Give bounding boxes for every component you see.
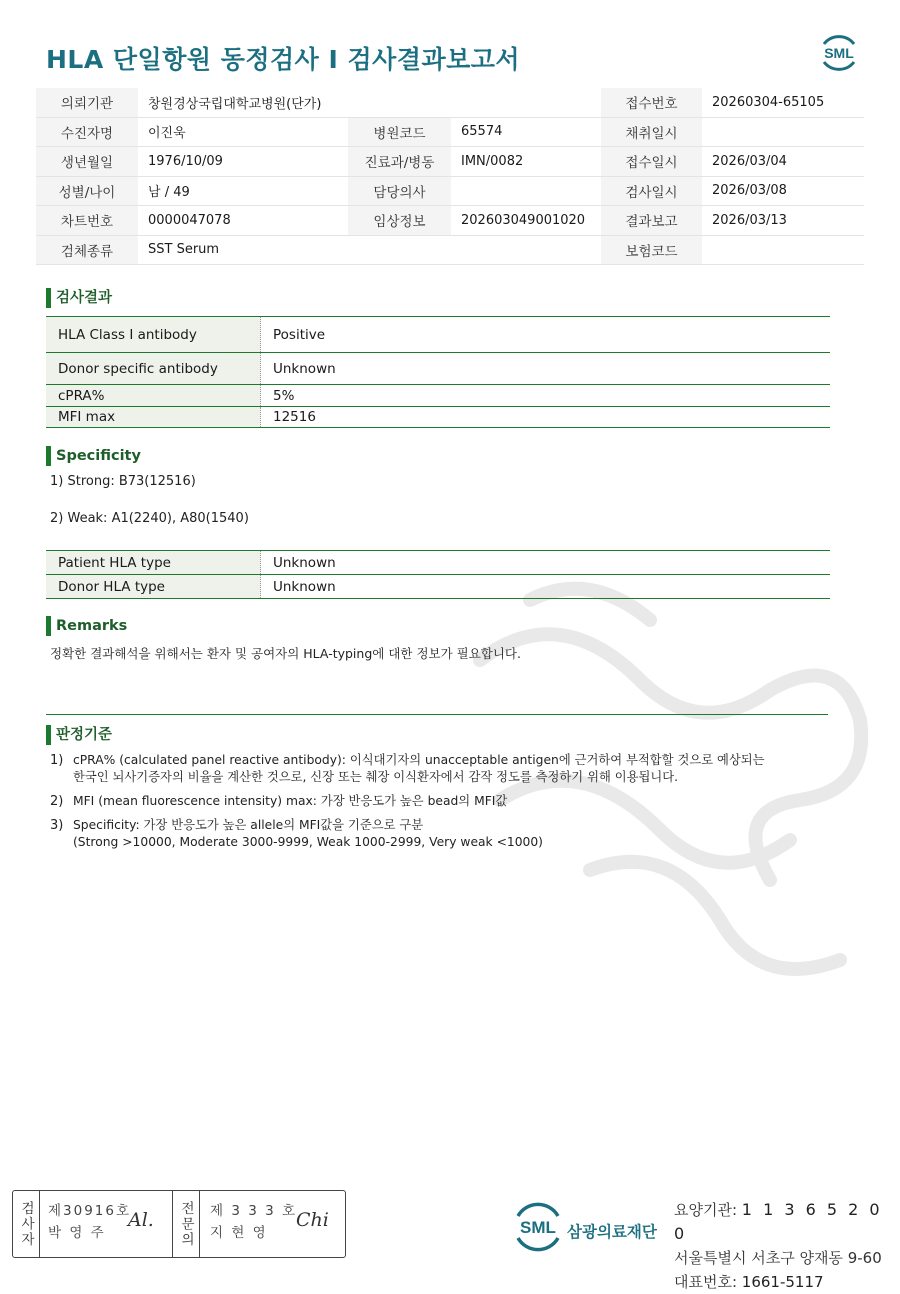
criteria-list bbox=[50, 752, 830, 851]
criteria-number: 2) bbox=[50, 794, 64, 809]
result-key: Donor specific antibody bbox=[46, 353, 261, 384]
info-label: 결과보고 bbox=[601, 206, 702, 235]
specialist-block bbox=[200, 1191, 340, 1257]
criteria-divider bbox=[46, 714, 828, 715]
specialist-signature: Chi bbox=[296, 1209, 329, 1231]
inspector-license: 제30916호 bbox=[48, 1203, 132, 1219]
code-value: 1 1 3 6 5 2 0 0 bbox=[674, 1200, 883, 1243]
remarks-heading-text: Remarks bbox=[56, 618, 128, 634]
info-value: 0000047078 bbox=[148, 212, 231, 228]
table-row bbox=[46, 575, 830, 599]
info-label: 수진자명 bbox=[36, 118, 138, 147]
inspector-label: 검사자 bbox=[18, 1200, 34, 1248]
info-value bbox=[702, 236, 864, 265]
info-label: 병원코드 bbox=[348, 118, 451, 147]
org-address: 서울특별시 서초구 양재동 9-60 bbox=[674, 1249, 882, 1267]
info-value: 1976/10/09 bbox=[148, 153, 223, 169]
inspector-signature: Al. bbox=[128, 1209, 154, 1231]
info-label: 생년월일 bbox=[36, 147, 138, 176]
criteria-line: (Strong >10000, Moderate 3000-9999, Weak 1000-2999, Very weak <1000) bbox=[73, 835, 543, 849]
info-value: IMN/0082 bbox=[461, 153, 524, 169]
info-label: 검체종류 bbox=[36, 236, 138, 265]
result-value: 12516 bbox=[273, 409, 316, 425]
hla-type-value: Unknown bbox=[273, 578, 336, 595]
phone-value: 1661-5117 bbox=[741, 1273, 824, 1291]
info-label: 접수번호 bbox=[601, 88, 702, 117]
patient-row bbox=[36, 147, 864, 177]
patient-row bbox=[36, 118, 864, 148]
specificity-heading bbox=[46, 446, 141, 466]
criteria-heading-text: 판정기준 bbox=[56, 727, 113, 743]
info-label: 차트번호 bbox=[36, 206, 138, 235]
remarks-text: 정확한 결과해석을 위해서는 환자 및 공여자의 HLA-typing에 대한 정보가 필요합니다. bbox=[50, 646, 521, 661]
table-row bbox=[46, 385, 830, 407]
section-marker bbox=[46, 725, 51, 745]
section-marker bbox=[46, 446, 51, 466]
criteria-item bbox=[50, 793, 830, 810]
criteria-heading bbox=[46, 723, 112, 745]
criteria-line: Specificity: 가장 반응도가 높은 allele의 MFI값을 기준으로 구분 bbox=[73, 818, 424, 832]
sml-footer-logo-icon bbox=[510, 1198, 566, 1254]
hla-type-key: Patient HLA type bbox=[46, 551, 261, 574]
table-row bbox=[46, 551, 830, 575]
info-value: 남 / 49 bbox=[148, 185, 190, 201]
section-marker bbox=[46, 288, 51, 308]
patient-row bbox=[36, 236, 864, 266]
hla-type-table bbox=[46, 550, 830, 599]
code-label: 요양기관: bbox=[674, 1201, 738, 1219]
logo-text: SML bbox=[824, 45, 854, 61]
info-value: 이진욱 bbox=[148, 126, 186, 142]
criteria-item bbox=[50, 752, 830, 786]
specialist-label: 전문의 bbox=[178, 1200, 194, 1248]
criteria-number: 3) bbox=[50, 818, 64, 833]
sml-logo-icon bbox=[816, 30, 862, 76]
info-value: 창원경상국립대학교병원(단가) bbox=[148, 96, 322, 112]
specialist-name: 지 현 영 bbox=[210, 1225, 268, 1241]
results-table bbox=[46, 316, 830, 428]
inspector-name: 박 영 주 bbox=[48, 1225, 106, 1241]
info-label: 담당의사 bbox=[348, 177, 451, 206]
info-label: 진료과/병동 bbox=[348, 147, 451, 176]
info-label: 성별/나이 bbox=[36, 177, 138, 206]
criteria-line: cPRA% (calculated panel reactive antibody): 이식대기자의 unacceptable antigen에 근거하여 부적합할 것으로 예상되는 bbox=[73, 753, 765, 767]
patient-info-table bbox=[36, 88, 864, 265]
remarks-heading bbox=[46, 616, 127, 636]
inspector-vertical-label bbox=[13, 1191, 40, 1257]
org-info bbox=[674, 1198, 900, 1294]
table-row bbox=[46, 353, 830, 385]
info-value: 202603049001020 bbox=[461, 212, 586, 228]
criteria-line: MFI (mean fluorescence intensity) max: 가장 반응도가 높은 bead의 MFI값 bbox=[73, 794, 508, 808]
info-value: 65574 bbox=[461, 124, 503, 140]
patient-row bbox=[36, 88, 864, 118]
result-value: Positive bbox=[273, 326, 326, 343]
signature-box bbox=[12, 1190, 346, 1258]
hla-type-value: Unknown bbox=[273, 554, 336, 571]
hla-type-key: Donor HLA type bbox=[46, 575, 261, 598]
result-key: HLA Class I antibody bbox=[46, 317, 261, 352]
specificity-weak: 2) Weak: A1(2240), A80(1540) bbox=[50, 511, 249, 526]
phone-label: 대표번호: bbox=[674, 1273, 738, 1291]
info-label: 검사일시 bbox=[601, 177, 702, 206]
criteria-line: 한국인 뇌사기증자의 비율을 계산한 것으로, 신장 또는 췌장 이식환자에서 감작 정도를 측정하기 위해 이용됩니다. bbox=[73, 770, 679, 784]
result-value: 5% bbox=[273, 387, 295, 404]
results-heading-text: 검사결과 bbox=[56, 290, 113, 306]
patient-row bbox=[36, 206, 864, 236]
info-label: 의뢰기관 bbox=[36, 88, 138, 117]
footer-logo-text: SML bbox=[520, 1218, 556, 1237]
info-label: 접수일시 bbox=[601, 147, 702, 176]
info-label: 임상정보 bbox=[348, 206, 451, 235]
specialist-license: 제 3 3 3 호 bbox=[210, 1203, 298, 1219]
specificity-strong: 1) Strong: B73(12516) bbox=[50, 474, 196, 489]
criteria-item bbox=[50, 817, 830, 851]
results-heading bbox=[46, 286, 112, 308]
section-marker bbox=[46, 616, 51, 636]
table-row bbox=[46, 407, 830, 428]
result-key: MFI max bbox=[46, 407, 261, 427]
info-value bbox=[451, 177, 601, 206]
table-row bbox=[46, 317, 830, 353]
info-label: 채취일시 bbox=[601, 118, 702, 147]
info-value: 2026/03/08 bbox=[712, 183, 787, 199]
report-title: HLA 단일항원 동정검사 I 검사결과보고서 bbox=[46, 45, 521, 74]
org-name: 삼광의료재단 bbox=[567, 1223, 657, 1241]
info-value bbox=[702, 118, 864, 147]
inspector-block bbox=[40, 1191, 172, 1257]
result-value: Unknown bbox=[273, 360, 336, 377]
specialist-vertical-label bbox=[172, 1191, 200, 1257]
criteria-number: 1) bbox=[50, 753, 64, 768]
info-label: 보험코드 bbox=[601, 236, 702, 265]
specificity-heading-text: Specificity bbox=[56, 448, 141, 464]
result-key: cPRA% bbox=[46, 385, 261, 406]
info-value: 2026/03/13 bbox=[712, 212, 787, 228]
info-value: 2026/03/04 bbox=[712, 153, 787, 169]
info-value: 20260304-65105 bbox=[712, 94, 825, 110]
patient-row bbox=[36, 177, 864, 207]
info-value: SST Serum bbox=[148, 242, 220, 258]
